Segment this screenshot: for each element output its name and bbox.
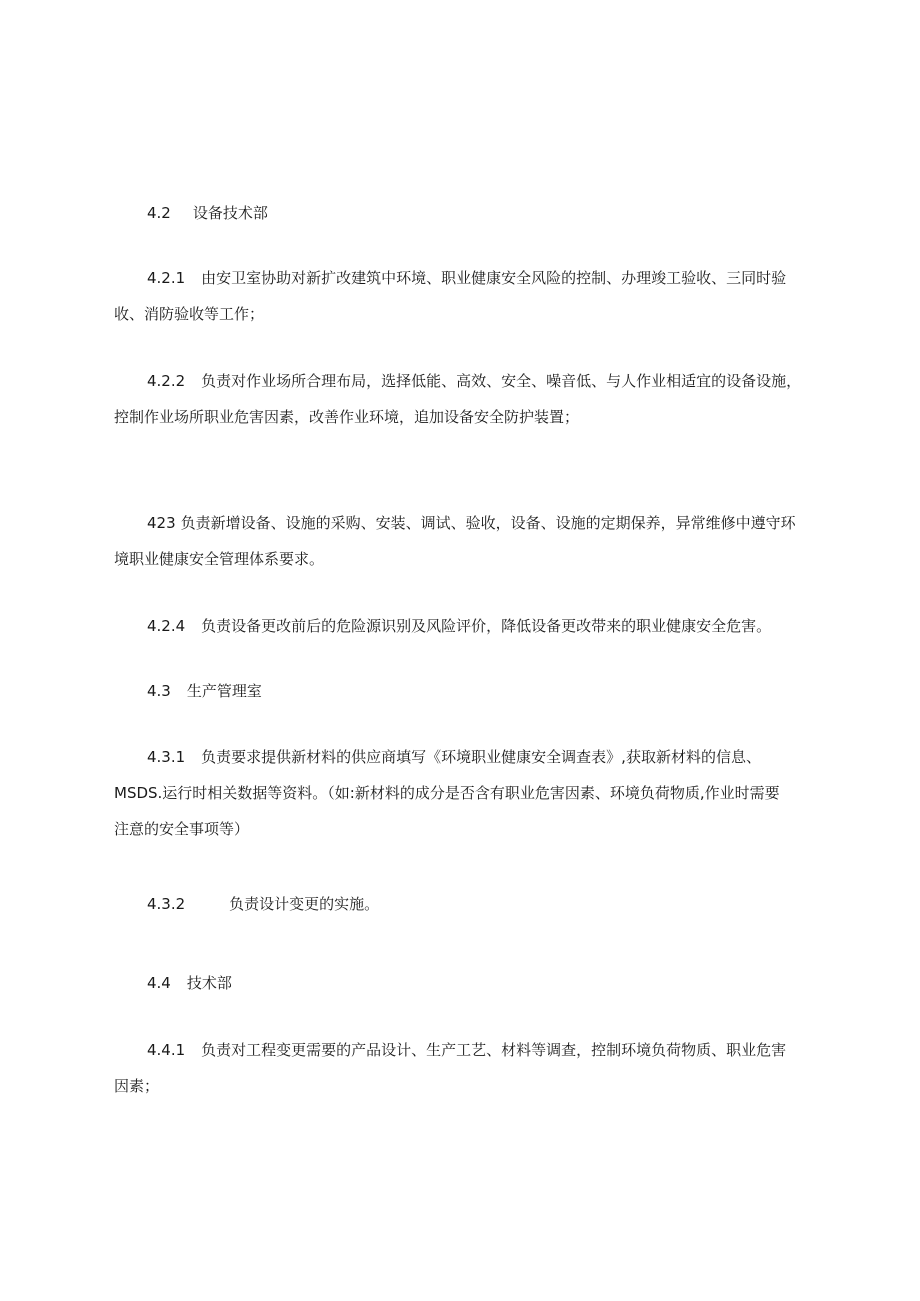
section-heading [114,673,820,709]
section-number: 4.4 [147,974,171,992]
section-title: 生产管理室 [186,682,262,700]
clause-text-line: 负责要求提供新材料的供应商填写《环境职业健康安全调查表》,获取新材料的信息、 [201,748,761,766]
section-heading [114,195,820,231]
clause-text-line: MSDS.运行时相关数据等资料。（如:新材料的成分是否含有职业危害因素、环境负荷物质,作业时需要 [114,784,780,802]
clause-number: 4.3.1 [147,748,186,766]
section-title: 设备技术部 [192,204,268,222]
clause-number: 423 [147,514,176,532]
clause-paragraph [114,886,820,922]
clause-text-line: 负责对作业场所合理布局，选择低能、高效、安全、噪音低、与人作业相适宜的设备设施， [201,372,802,390]
clause-number: 4.2.4 [147,617,186,635]
clause-text-line: 负责设计变更的实施。 [229,895,380,913]
clause-text-line: 负责新增设备、设施的采购、安装、调试、验收，设备、设施的定期保养，异常维修中遵守环 [180,514,796,532]
clause-paragraph [114,1032,820,1104]
clause-paragraph [114,608,820,644]
clause-text-line: 负责设备更改前后的危险源识别及风险评价，降低设备更改带来的职业健康安全危害。 [201,617,772,635]
clause-number: 4.2.2 [147,372,186,390]
clause-text-line: 境职业健康安全管理体系要求。 [114,550,325,568]
clause-number: 4.4.1 [147,1041,186,1059]
clause-paragraph [114,363,820,435]
clause-number: 4.3.2 [147,895,186,913]
clause-text-line: 注意的安全事项等） [114,820,250,838]
section-number: 4.2 [147,204,171,222]
clause-text-line: 收、消防验收等工作； [114,305,265,323]
clause-text-line: 由安卫室协助对新扩改建筑中环境、职业健康安全风险的控制、办理竣工验收、三同时验 [201,269,787,287]
clause-paragraph [114,739,820,847]
clause-text-line: 控制作业场所职业危害因素，改善作业环境，追加设备安全防护装置； [114,408,580,426]
clause-paragraph [114,260,820,332]
section-title: 技术部 [186,974,232,992]
section-number: 4.3 [147,682,171,700]
clause-text-line: 负责对工程变更需要的产品设计、生产工艺、材料等调查，控制环境负荷物质、职业危害 [201,1041,787,1059]
clause-text-line: 因素； [114,1077,160,1095]
clause-paragraph [114,505,820,577]
clause-number: 4.2.1 [147,269,186,287]
section-heading [114,965,820,1001]
